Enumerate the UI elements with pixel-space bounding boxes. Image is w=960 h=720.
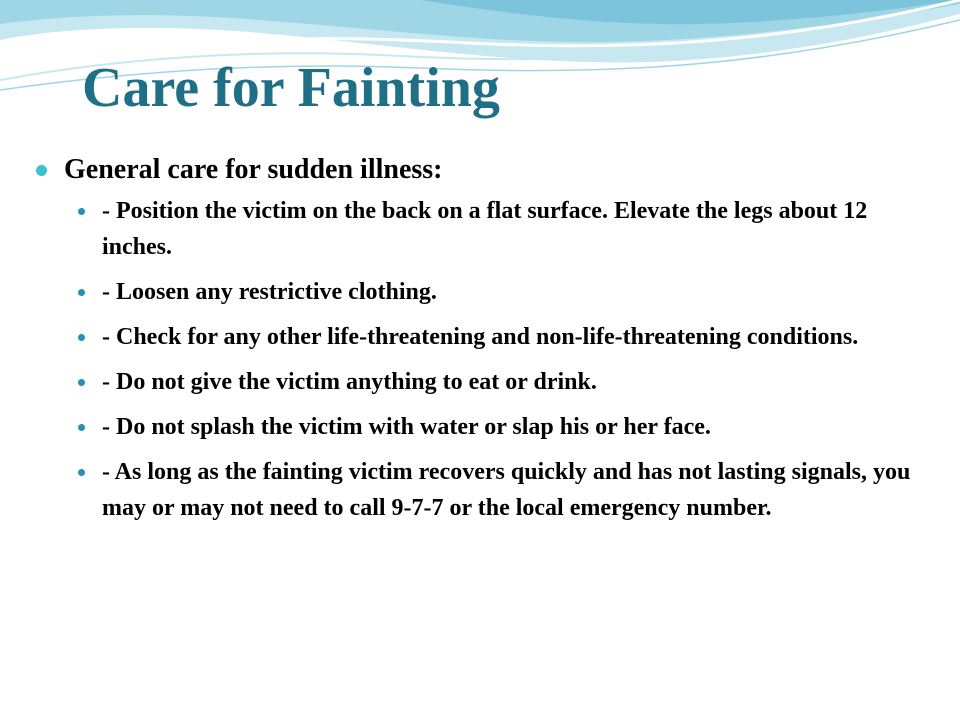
list-item bbox=[36, 454, 916, 526]
bullet-icon bbox=[78, 379, 85, 386]
bullet-icon bbox=[78, 334, 85, 341]
bullet-icon bbox=[78, 289, 85, 296]
section-heading: General care for sudden illness: bbox=[64, 154, 443, 185]
bullet-icon bbox=[78, 424, 85, 431]
list-item-text: - Position the victim on the back on a flat surface. Elevate the legs about 12 inches. bbox=[102, 198, 868, 260]
bullet-icon bbox=[78, 469, 85, 476]
list-item bbox=[36, 364, 916, 400]
list-item bbox=[36, 409, 916, 445]
heading-bullet-icon bbox=[36, 165, 47, 176]
list-item-text: - Check for any other life-threatening and non-life-threatening conditions. bbox=[102, 324, 859, 350]
slide-title: Care for Fainting bbox=[82, 57, 500, 119]
list-item bbox=[36, 319, 916, 355]
list-item-text: - Do not splash the victim with water or slap his or her face. bbox=[102, 414, 711, 440]
list-item-text: - Do not give the victim anything to eat or drink. bbox=[102, 369, 597, 395]
list-item-text: - As long as the fainting victim recovers quickly and has not lasting signals, you may or may not need to call 9-7-7 or the local emergency number. bbox=[102, 459, 911, 521]
list-item bbox=[36, 274, 916, 310]
list-item-text: - Loosen any restrictive clothing. bbox=[102, 279, 437, 305]
care-steps-list bbox=[36, 193, 916, 526]
heading-bullet-item bbox=[36, 152, 916, 188]
bullet-icon bbox=[78, 208, 85, 215]
slide-body bbox=[36, 152, 916, 535]
list-item bbox=[36, 193, 916, 265]
